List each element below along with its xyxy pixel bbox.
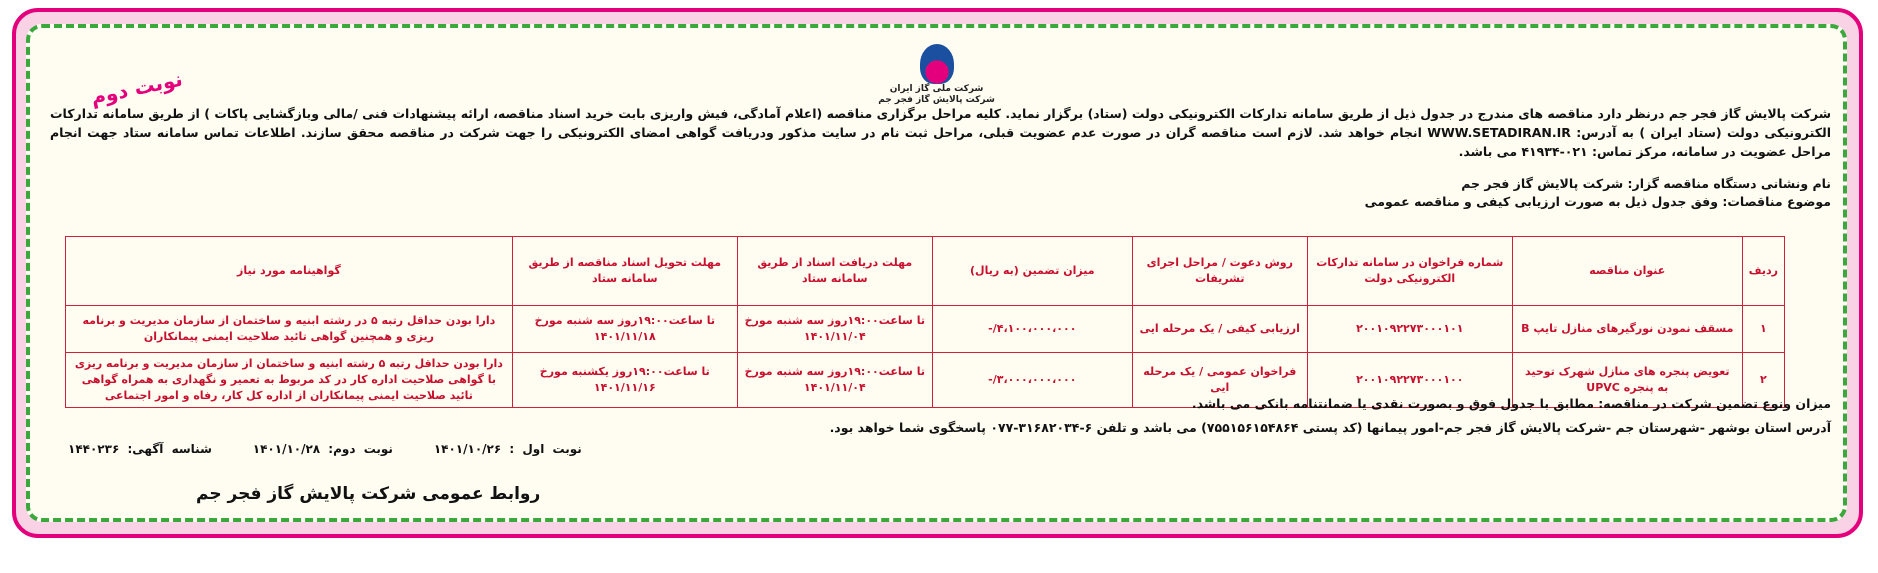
ad-frame xyxy=(12,8,1863,538)
header-cell: عنوان مناقصه xyxy=(1512,237,1742,306)
cell-method: فراخوان عمومی / یک مرحله ایی xyxy=(1132,353,1307,408)
cell-submit-deadline: تا ساعت۱۹:۰۰روز سه شنبه مورخ ۱۴۰۱/۱۱/۱۸ xyxy=(512,306,737,353)
logo-line1: شرکت ملی گاز ایران xyxy=(889,84,984,94)
header-cell: شماره فراخوان در سامانه تدارکات الکترونیکی دولت xyxy=(1307,237,1512,306)
header-cell: ردیف xyxy=(1742,237,1784,306)
subject-line: موضوع مناقصات: وفق جدول ذیل به صورت ارزیابی کیفی و مناقصه عمومی xyxy=(1364,194,1831,209)
cell-title: تعویض پنجره های منازل شهرک توحید به پنجره UPVC xyxy=(1512,353,1742,408)
cell-guarantee: ۴،۱۰۰،۰۰۰،۰۰۰/- xyxy=(932,306,1132,353)
organizer-line: نام ونشانی دستگاه مناقصه گزار: شرکت پالایش گاز فجر جم xyxy=(1461,176,1831,191)
cell-title: مسقف نمودن نورگیرهای منازل تایپ B xyxy=(1512,306,1742,353)
cell-call-number: ۲۰۰۱۰۹۲۲۷۳۰۰۰۱۰۰ xyxy=(1307,353,1512,408)
header-cell: میزان تضمین (به ریال) xyxy=(932,237,1132,306)
header-cell: مهلت تحویل اسناد مناقصه از طریق سامانه ستاد xyxy=(512,237,737,306)
cell-guarantee: ۳،۰۰۰،۰۰۰،۰۰۰/- xyxy=(932,353,1132,408)
cell-index: ۲ xyxy=(1742,353,1784,408)
header-cell: روش دعوت / مراحل اجرای تشریفات xyxy=(1132,237,1307,306)
address-line: آدرس استان بوشهر -شهرستان جم -شرکت پالایش گاز فجر جم-امور پیمانها (کد پستی ۷۵۵۱۵۶۱۵۴۸۶۴) می باشد و تلفن ۶-۳۱۶۸۲۰۳۴-۰۷۷ پاسخگوی شما خواهد بود. xyxy=(829,420,1831,435)
round-label: نوبت دوم xyxy=(88,66,185,110)
second-round-date: نوبت دوم: ۱۴۰۱/۱۰/۲۸ xyxy=(252,442,393,456)
company-logo xyxy=(872,44,1002,106)
cell-receive-deadline: تا ساعت۱۹:۰۰روز سه شنبه مورخ ۱۴۰۱/۱۱/۰۴ xyxy=(737,353,932,408)
table-row xyxy=(66,306,1785,353)
intro-paragraph: شرکت پالایش گاز فجر جم درنظر دارد مناقصه های مندرج در جدول ذیل از طریق سامانه تدارکات الکترونیکی دولت (ستاد) برگزار نماید. کلیه مراحل برگزاری مناقصه (اعلام آمادگی، فیش واریزی بابت خرید اسناد مناقصه، ارائه پیشنهادات فنی /مالی وبازگشایی پاکات ) از طریق سامانه تدارکات الکترونیکی دولت (ستاد ایران ) به آدرس: WWW.SETADIRAN.IR انجام خواهد شد. لازم است مناقصه گران در صورت عدم عضویت قبلی، مراحل ثبت نام در سایت مذکور ودریافت گواهی امضای الکترونیکی را جهت شرکت در مناقصه محقق سازند. اطلاعات تماس سامانه ستاد جهت انجام مراحل عضویت در سامانه، مرکز تماس: ۰۲۱-۴۱۹۳۴ می باشد. xyxy=(50,106,1831,159)
ad-id: شناسه آگهی: ۱۴۴۰۲۳۶ xyxy=(68,442,212,456)
cell-certificate: دارا بودن حداقل رتبه ۵ در رشته ابنیه و ساختمان از سازمان مدیریت و برنامه ریزی و همچنین گواهی تائید صلاحیت ایمنی پیمانکاران xyxy=(66,306,513,353)
publication-dates xyxy=(68,442,582,456)
header-cell: مهلت دریافت اسناد از طریق سامانه ستاد xyxy=(737,237,932,306)
table-header-row xyxy=(66,237,1785,306)
cell-certificate: دارا بودن حداقل رتبه ۵ رشته ابنیه و ساختمان از سازمان مدیریت و برنامه ریزی با گواهی صلاحیت اداره کار در کد مربوط به تعمیر و نگهداری به همراه گواهی تائید صلاحیت ایمنی پیمانکاران از اداره کل کار، رفاه و امور اجتماعی xyxy=(66,353,513,408)
signature: روابط عمومی شرکت پالایش گاز فجر جم xyxy=(196,484,541,504)
guarantee-line: میزان ونوع تضمین شرکت در مناقصه: مطابق با جدول فوق و بصورت نقدی یا ضمانتنامه بانکی می باشد. xyxy=(1191,396,1831,411)
cell-submit-deadline: تا ساعت۱۹:۰۰روز یکشنبه مورخ ۱۴۰۱/۱۱/۱۶ xyxy=(512,353,737,408)
tender-table xyxy=(65,236,1785,408)
cell-method: ارزیابی کیفی / یک مرحله ایی xyxy=(1132,306,1307,353)
cell-call-number: ۲۰۰۱۰۹۲۲۷۳۰۰۰۱۰۱ xyxy=(1307,306,1512,353)
first-round-date: نوبت اول : ۱۴۰۱/۱۰/۲۶ xyxy=(433,442,582,456)
header-cell: گواهینامه مورد نیاز xyxy=(66,237,513,306)
ad-inner-border xyxy=(26,24,1847,522)
cell-index: ۱ xyxy=(1742,306,1784,353)
logo-line2: شرکت پالایش گاز فجر جم xyxy=(878,95,995,105)
flame-logo-icon xyxy=(920,44,954,84)
cell-receive-deadline: تا ساعت۱۹:۰۰روز سه شنبه مورخ ۱۴۰۱/۱۱/۰۴ xyxy=(737,306,932,353)
